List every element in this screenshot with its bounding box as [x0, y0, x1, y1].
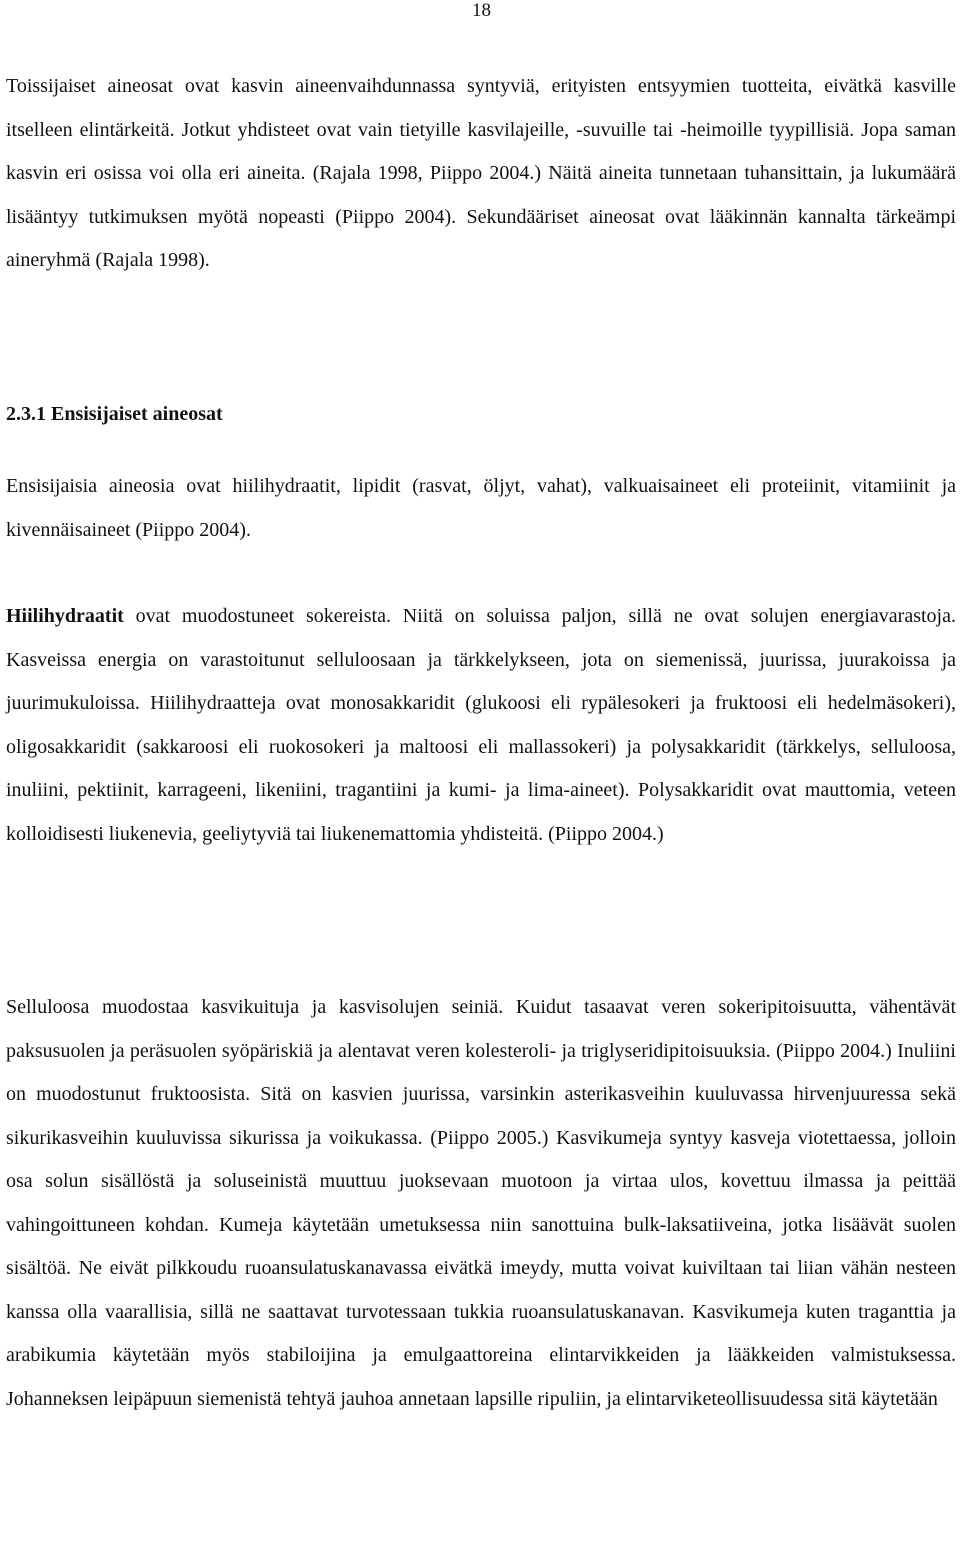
- carbohydrates-term: Hiilihydraatit: [6, 605, 124, 627]
- paragraph-cellulose: Selluloosa muodostaa kasvikuituja ja kasvisolujen seiniä. Kuidut tasaavat veren sokeripitoisuutta, vähentävät paksusuolen ja peräsuolen syöpäriskiä ja alentavat veren kolesteroli- ja triglyseridipitoisuuksia. (Piippo 2004.) Inuliini on muodostunut fruktoosista. Sitä on kasvien juurissa, varsinkin asterikasveihin kuuluvassa hirvenjuuressa sekä sikurikasveihin kuuluvissa sikurissa ja voikukassa. (Piippo 2005.) Kasvikumeja syntyy kasveja viotettaessa, jolloin osa solun sisällöstä ja soluseinistä muuttuu juoksevaan muotoon ja virtaa ulos, kovettuu ilmassa ja peittää vahingoittuneen kohdan. Kumeja käytetään umetuksessa niin sanottuina bulk-laksatiiveina, jotka lisäävät suolen sisältöä. Ne eivät pilkkoudu ruoansulatuskanavassa eivätkä imeydy, mutta voivat kuiviltaan tai liian vähän nesteen kanssa olla vaarallisia, sillä ne saattavat turvotessaan tukkia ruoansulatuskanavan. Kasvikumeja kuten traganttia ja arabikumia käytetään myös stabiloijina ja emulgaattoreina elintarvikkeiden ja lääkkeiden valmistuksessa. Johanneksen leipäpuun siemenistä tehtyä jauhoa annetaan lapsille ripuliin, ja elintarviketeollisuudessa sitä käytetään: [6, 996, 956, 1410]
- paragraph-primary-ingredients: Ensisijaisia aineosia ovat hiilihydraatit, lipidit (rasvat, öljyt, vahat), valkuaisaineet eli proteiinit, vitamiinit ja kivennäisaineet (Piippo 2004).: [6, 475, 956, 541]
- carbohydrates-text: ovat muodostuneet sokereista. Niitä on soluissa paljon, sillä ne ovat solujen energiavarastoja. Kasveissa energia on varastoitunut selluloosaan ja tärkkelykseen, jota on siemenissä, juurissa, juurakoissa ja juurimukuloissa. Hiilihydraatteja ovat monosakkaridit (glukoosi eli rypälesokeri ja fruktoosi eli hedelmäsokeri), oligosakkaridit (sakkaroosi eli ruokosokeri ja maltoosi eli mallassokeri) ja polysakkaridit (tärkkelys, selluloosa, inuliini, pektiinit, karrageeni, likeniini, tragantiini ja kumi- ja lima-aineet). Polysakkaridit ovat mauttomia, veteen kolloidisesti liukenevia, geeliytyviä tai liukenemattomia yhdisteitä. (Piippo 2004.): [6, 605, 956, 845]
- paragraph-secondary-ingredients: Toissijaiset aineosat ovat kasvin aineenvaihdunnassa syntyviä, erityisten entsyymien tuotteita, eivätkä kasville itselleen elintärkeitä. Jotkut yhdisteet ovat vain tietyille kasvilajeille, -suvuille tai -heimoille tyypillisiä. Jopa saman kasvin eri osissa voi olla eri aineita. (Rajala 1998, Piippo 2004.) Näitä aineita tunnetaan tuhansittain, ja lukumäärä lisääntyy tutkimuksen myötä nopeasti (Piippo 2004). Sekundääriset aineosat ovat lääkinnän kannalta tärkeämpi aineryhmä (Rajala 1998).: [6, 75, 956, 271]
- paragraph-carbohydrates: [6, 595, 956, 856]
- page-number: 18: [472, 0, 491, 21]
- section-heading: 2.3.1 Ensisijaiset aineosat: [6, 403, 223, 425]
